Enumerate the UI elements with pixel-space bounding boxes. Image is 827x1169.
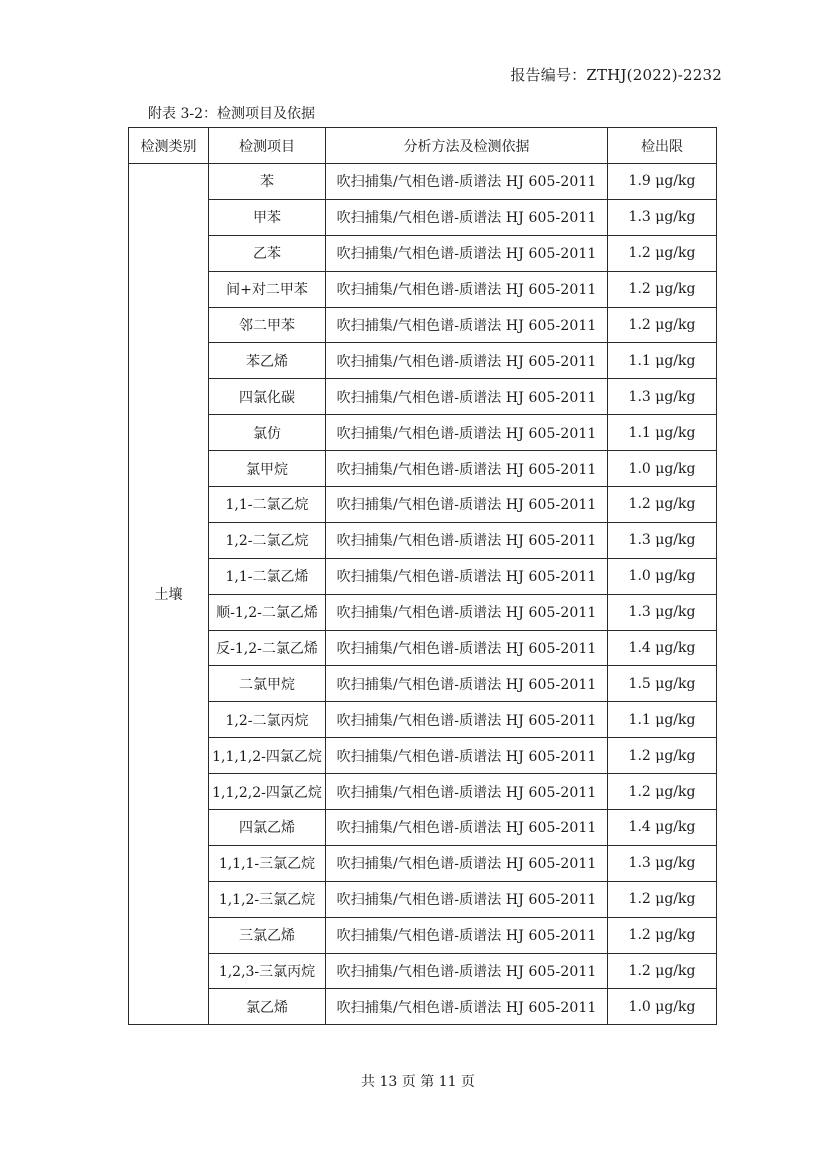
item-cell: 1,1,2,2-四氯乙烷 [209, 774, 326, 810]
page-footer: 共 13 页 第 11 页 [361, 1074, 475, 1090]
column-header-method: 分析方法及检测依据 [326, 128, 608, 164]
item-cell: 1,1,1-三氯乙烷 [209, 845, 326, 881]
item-cell: 二氯甲烷 [209, 666, 326, 702]
item-cell: 苯 [209, 164, 326, 200]
limit-cell: 1.5 μg/kg [608, 666, 717, 702]
limit-cell: 1.3 μg/kg [608, 199, 717, 235]
limit-cell: 1.2 μg/kg [608, 774, 717, 810]
limit-cell: 1.3 μg/kg [608, 845, 717, 881]
table-row [129, 738, 717, 774]
method-cell: 吹扫捕集/气相色谱-质谱法 HJ 605-2011 [326, 343, 608, 379]
limit-cell: 1.2 μg/kg [608, 307, 717, 343]
table-row [129, 199, 717, 235]
item-cell: 氯乙烯 [209, 989, 326, 1025]
limit-cell: 1.3 μg/kg [608, 522, 717, 558]
category-cell: 土壤 [129, 164, 209, 1025]
method-cell: 吹扫捕集/气相色谱-质谱法 HJ 605-2011 [326, 415, 608, 451]
limit-cell: 1.2 μg/kg [608, 917, 717, 953]
method-cell: 吹扫捕集/气相色谱-质谱法 HJ 605-2011 [326, 379, 608, 415]
column-header-category: 检测类别 [129, 128, 209, 164]
method-cell: 吹扫捕集/气相色谱-质谱法 HJ 605-2011 [326, 487, 608, 523]
method-cell: 吹扫捕集/气相色谱-质谱法 HJ 605-2011 [326, 845, 608, 881]
table-row [129, 164, 717, 200]
item-cell: 氯仿 [209, 415, 326, 451]
limit-cell: 1.0 μg/kg [608, 989, 717, 1025]
table-row [129, 379, 717, 415]
limit-cell: 1.2 μg/kg [608, 881, 717, 917]
table-row [129, 666, 717, 702]
method-cell: 吹扫捕集/气相色谱-质谱法 HJ 605-2011 [326, 953, 608, 989]
limit-cell: 1.2 μg/kg [608, 738, 717, 774]
item-cell: 1,1,2-三氯乙烷 [209, 881, 326, 917]
method-cell: 吹扫捕集/气相色谱-质谱法 HJ 605-2011 [326, 271, 608, 307]
limit-cell: 1.2 μg/kg [608, 487, 717, 523]
column-header-limit: 检出限 [608, 128, 717, 164]
table-row [129, 630, 717, 666]
table-row [129, 487, 717, 523]
limit-cell: 1.3 μg/kg [608, 379, 717, 415]
limit-cell: 1.0 μg/kg [608, 451, 717, 487]
method-cell: 吹扫捕集/气相色谱-质谱法 HJ 605-2011 [326, 666, 608, 702]
limit-cell: 1.4 μg/kg [608, 630, 717, 666]
limit-cell: 1.4 μg/kg [608, 810, 717, 846]
report-number: 报告编号：ZTHJ(2022)-2232 [510, 66, 722, 84]
table-row [129, 702, 717, 738]
table-row [129, 953, 717, 989]
table-row [129, 845, 717, 881]
limit-cell: 1.0 μg/kg [608, 558, 717, 594]
item-cell: 1,1,1,2-四氯乙烷 [209, 738, 326, 774]
limit-cell: 1.1 μg/kg [608, 343, 717, 379]
limit-cell: 1.9 μg/kg [608, 164, 717, 200]
method-cell: 吹扫捕集/气相色谱-质谱法 HJ 605-2011 [326, 235, 608, 271]
item-cell: 苯乙烯 [209, 343, 326, 379]
item-cell: 三氯乙烯 [209, 917, 326, 953]
method-cell: 吹扫捕集/气相色谱-质谱法 HJ 605-2011 [326, 738, 608, 774]
table-row [129, 235, 717, 271]
method-cell: 吹扫捕集/气相色谱-质谱法 HJ 605-2011 [326, 989, 608, 1025]
table-row [129, 989, 717, 1025]
item-cell: 1,2-二氯丙烷 [209, 702, 326, 738]
table-row [129, 271, 717, 307]
table-row [129, 451, 717, 487]
method-cell: 吹扫捕集/气相色谱-质谱法 HJ 605-2011 [326, 307, 608, 343]
item-cell: 1,2,3-三氯丙烷 [209, 953, 326, 989]
detection-items-table [128, 127, 717, 1025]
method-cell: 吹扫捕集/气相色谱-质谱法 HJ 605-2011 [326, 164, 608, 200]
method-cell: 吹扫捕集/气相色谱-质谱法 HJ 605-2011 [326, 558, 608, 594]
item-cell: 1,2-二氯乙烷 [209, 522, 326, 558]
limit-cell: 1.2 μg/kg [608, 271, 717, 307]
table-body [129, 164, 717, 1025]
method-cell: 吹扫捕集/气相色谱-质谱法 HJ 605-2011 [326, 774, 608, 810]
method-cell: 吹扫捕集/气相色谱-质谱法 HJ 605-2011 [326, 630, 608, 666]
table-row [129, 343, 717, 379]
table-row [129, 881, 717, 917]
method-cell: 吹扫捕集/气相色谱-质谱法 HJ 605-2011 [326, 810, 608, 846]
item-cell: 邻二甲苯 [209, 307, 326, 343]
table-row [129, 810, 717, 846]
item-cell: 氯甲烷 [209, 451, 326, 487]
method-cell: 吹扫捕集/气相色谱-质谱法 HJ 605-2011 [326, 702, 608, 738]
table-row [129, 558, 717, 594]
method-cell: 吹扫捕集/气相色谱-质谱法 HJ 605-2011 [326, 451, 608, 487]
table-header [129, 128, 717, 164]
item-cell: 顺-1,2-二氯乙烯 [209, 594, 326, 630]
item-cell: 1,1-二氯乙烯 [209, 558, 326, 594]
item-cell: 乙苯 [209, 235, 326, 271]
table-row [129, 917, 717, 953]
item-cell: 甲苯 [209, 199, 326, 235]
method-cell: 吹扫捕集/气相色谱-质谱法 HJ 605-2011 [326, 917, 608, 953]
table-row [129, 307, 717, 343]
table-row [129, 594, 717, 630]
limit-cell: 1.2 μg/kg [608, 953, 717, 989]
method-cell: 吹扫捕集/气相色谱-质谱法 HJ 605-2011 [326, 594, 608, 630]
table-row [129, 522, 717, 558]
item-cell: 四氯乙烯 [209, 810, 326, 846]
limit-cell: 1.3 μg/kg [608, 594, 717, 630]
table-row [129, 774, 717, 810]
table-caption: 附表 3-2：检测项目及依据 [148, 106, 315, 122]
method-cell: 吹扫捕集/气相色谱-质谱法 HJ 605-2011 [326, 881, 608, 917]
item-cell: 四氯化碳 [209, 379, 326, 415]
limit-cell: 1.2 μg/kg [608, 235, 717, 271]
table-header-row [129, 128, 717, 164]
item-cell: 反-1,2-二氯乙烯 [209, 630, 326, 666]
column-header-item: 检测项目 [209, 128, 326, 164]
limit-cell: 1.1 μg/kg [608, 702, 717, 738]
item-cell: 1,1-二氯乙烷 [209, 487, 326, 523]
table-row [129, 415, 717, 451]
method-cell: 吹扫捕集/气相色谱-质谱法 HJ 605-2011 [326, 522, 608, 558]
limit-cell: 1.1 μg/kg [608, 415, 717, 451]
method-cell: 吹扫捕集/气相色谱-质谱法 HJ 605-2011 [326, 199, 608, 235]
item-cell: 间+对二甲苯 [209, 271, 326, 307]
